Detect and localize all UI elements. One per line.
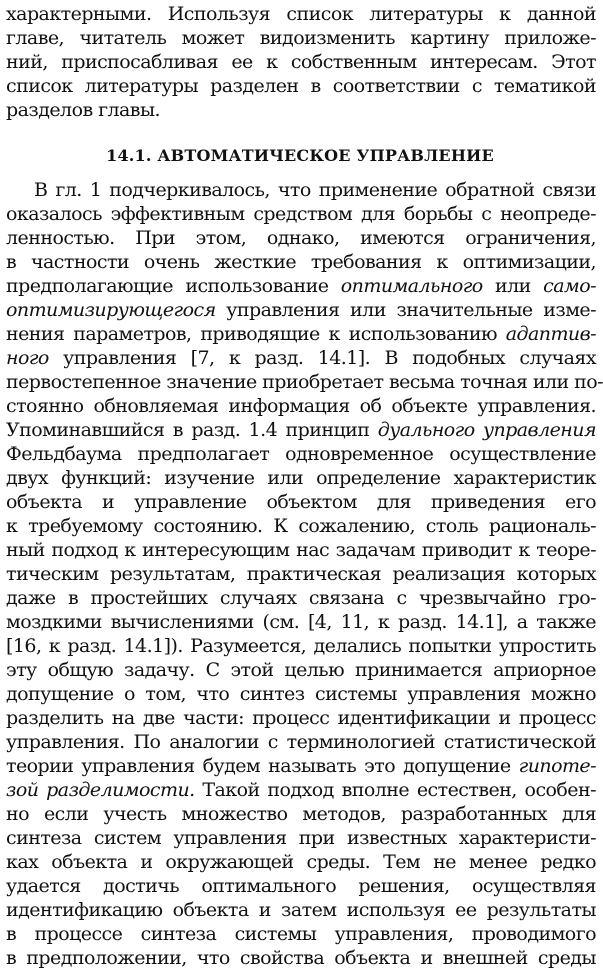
text-line xyxy=(6,610,596,634)
italic-term: само- xyxy=(543,275,596,297)
italic-term: дуального управления xyxy=(377,419,596,441)
text-line xyxy=(6,586,596,610)
text-line xyxy=(6,490,596,514)
text-segment: [16, к разд. 14.1]). Разумеется, делались попытки упростить xyxy=(6,635,596,657)
italic-term: зой разделимости. xyxy=(6,779,195,801)
text-line: характерными. Используя список литературы к данной xyxy=(6,3,596,25)
italic-term: адаптив- xyxy=(505,323,596,345)
text-line xyxy=(6,946,596,970)
text-segment: к требуемому состоянию. К сожалению, столь рациональ- xyxy=(6,515,596,537)
text-line xyxy=(6,562,596,586)
text-line: ний, приспосабливая ее к собственным интересам. Этот xyxy=(6,51,596,73)
text-line xyxy=(6,850,596,874)
text-segment: двух функций: изучение или определение характеристик xyxy=(6,467,596,489)
text-line xyxy=(6,514,596,538)
text-segment: нения параметров, приводящие к использованию xyxy=(6,323,506,345)
text-line xyxy=(6,634,596,658)
text-segment: ках объекта и окружающей среды. Тем не менее редко xyxy=(6,851,596,873)
text-line xyxy=(6,394,596,418)
text-line xyxy=(6,418,596,442)
text-segment: оказалось эффективным средством для борьбы с неопреде- xyxy=(6,203,596,225)
text-segment: Такой подход вполне естествен, особен- xyxy=(194,779,596,801)
text-line xyxy=(6,370,603,394)
text-segment: моздкими вычислениями (см. [4, 11, к разд. 14.1], а также xyxy=(6,611,596,633)
text-segment: управления. По аналогии с терминологией статистической xyxy=(6,731,596,753)
italic-term: оптимального xyxy=(340,275,483,297)
text-segment: даже в простейших случаях связана с чрезвычайно гро- xyxy=(6,587,596,609)
text-line xyxy=(6,322,596,346)
text-line xyxy=(6,826,596,850)
text-segment: управления или значительные изме- xyxy=(215,299,596,321)
text-line xyxy=(6,802,596,826)
text-segment: теории управления будем называть это допущение xyxy=(6,755,519,777)
text-segment: в предположении, что свойства объекта и внешней среды xyxy=(6,947,596,969)
text-segment: в частности очень жесткие требования к оптимизации, xyxy=(6,251,596,273)
text-segment: стоянно обновляемая информация об объекте управления. xyxy=(6,395,596,417)
text-line xyxy=(6,706,596,730)
text-line xyxy=(6,874,596,898)
text-segment: Фельдбаума предполагает одновременное осуществление xyxy=(6,443,596,465)
text-segment: ный подход к интересующим нас задачам приводит к теоре- xyxy=(6,539,596,561)
text-segment: но если учесть множество методов, разработанных для xyxy=(6,803,596,825)
text-segment: тическим результатам, практическая реализация которых xyxy=(6,563,596,585)
text-line xyxy=(6,730,596,754)
italic-term: гипоте- xyxy=(518,755,596,777)
intro-paragraph xyxy=(6,2,596,122)
text-segment: предполагающие использование xyxy=(6,275,341,297)
italic-term: оптимизирующегося xyxy=(6,299,216,321)
italic-term: ного xyxy=(6,347,49,369)
body-paragraph xyxy=(6,178,603,970)
text-segment: удается достичь оптимального решения, осуществляя xyxy=(6,875,596,897)
text-line: список литературы разделен в соответствии с тематикой xyxy=(6,75,596,97)
text-segment: синтеза систем управления при известных характеристи- xyxy=(6,827,596,849)
text-line xyxy=(6,202,596,226)
text-line xyxy=(6,658,596,682)
text-line xyxy=(6,898,596,922)
text-segment: В гл. 1 подчеркивалось, что применение обратной связи xyxy=(34,179,596,201)
text-segment: допущение о том, что синтез системы управления можно xyxy=(6,683,596,705)
text-line xyxy=(6,298,596,322)
text-line xyxy=(6,538,596,562)
text-segment: ленностью. При этом, однако, имеются ограничения, xyxy=(6,227,596,249)
text-line xyxy=(6,682,596,706)
section-heading: 14.1. АВТОМАТИЧЕСКОЕ УПРАВЛЕНИЕ xyxy=(106,146,494,165)
text-segment: разделить на две части: процесс идентификации и процесс xyxy=(6,707,596,729)
text-segment: управления [7, к разд. 14.1]. В подобных случаях xyxy=(48,347,596,369)
text-segment: идентификацию объекта и затем используя ее результаты xyxy=(6,899,596,921)
text-line xyxy=(6,754,596,778)
text-line: главе, читатель может видоизменить картину приложе- xyxy=(6,27,596,49)
text-line xyxy=(6,442,596,466)
text-line xyxy=(6,466,596,490)
text-line xyxy=(6,778,596,802)
text-segment: или xyxy=(482,275,544,297)
text-line xyxy=(6,274,596,298)
text-segment: Упоминавшийся в разд. 1.4 принцип xyxy=(6,419,378,441)
text-segment: в процессе синтеза системы управления, проводимого xyxy=(6,923,596,945)
text-segment: эту общую задачу. С этой целью принимается априорное xyxy=(6,659,596,681)
text-line xyxy=(6,250,596,274)
text-line xyxy=(6,178,596,202)
text-line xyxy=(6,922,596,946)
text-segment: первостепенное значение приобретает весьма точная или по- xyxy=(6,371,603,393)
text-segment: объекта и управление объектом для приведения его xyxy=(6,491,596,513)
text-line xyxy=(6,346,596,370)
text-line xyxy=(6,226,596,250)
text-line: разделов главы. xyxy=(6,99,161,121)
